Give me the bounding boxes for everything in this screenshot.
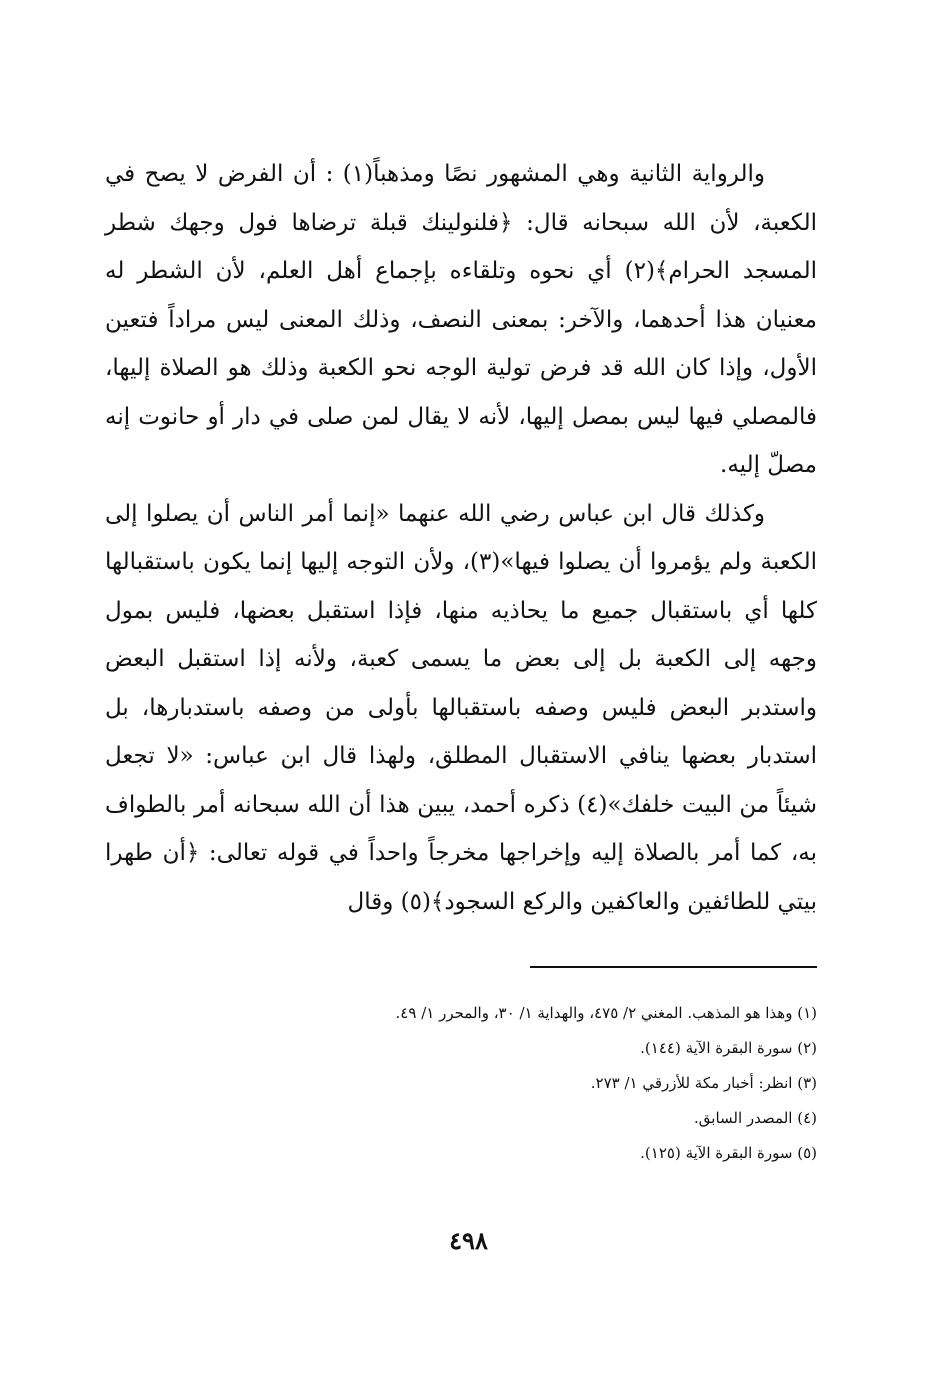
paragraph-2: وكذلك قال ابن عباس رضي الله عنهما «إنما أمر الناس أن يصلوا إلى الكعبة ولم يؤمروا أن يصلوا فيها»(٣)، ولأن التوجه إليها إنما يكون باستقبالها كلها أي باستقبال جميع ما يحاذيه منها، فإذا استقبل بعضها، فليس بمول وجهه إلى الكعبة بل إلى بعض ما يسمى كعبة، ولأنه إذا استقبل البعض واستدبر البعض فليس وصفه باستقبالها بأولى من وصفه باستدبارها، بل استدبار بعضها ينافي الاستقبال المطلق، ولهذا قال ابن عباس: «لا تجعل شيئاً من البيت خلفك»(٤) ذكره أحمد، يبين هذا أن الله سبحانه أمر بالطواف به، كما أمر بالصلاة إليه وإخراجها مخرجاً واحداً في قوله تعالى: ﴿أن طهرا بيتي للطائفين والعاكفين والركع السجود﴾(٥) وقال: [105, 500, 818, 915]
paragraph-1: والرواية الثانية وهي المشهور نصًا ومذهباً(١) : أن الفرض لا يصح في الكعبة، لأن الله سبحانه قال: ﴿فلنولينك قبلة ترضاها فول وجهك شطر المسجد الحرام﴾(٢) أي نحوه وتلقاءه بإجماع أهل العلم، لأن الشطر له معنيان هذا أحدهما، والآخر: بمعنى النصف، وذلك المعنى ليس مراداً فتعين الأول، وإذا كان الله قد فرض تولية الوجه نحو الكعبة وذلك هو الصلاة إليها، فالمصلي فيها ليس بمصل إليها، لأنه لا يقال لمن صلى في دار أو حانوت إنه مصلّ إليه.: [105, 161, 817, 478]
footnote-3: (٣) انظر: أخبار مكة للأزرقي ١/ ٢٧٣.: [590, 1074, 817, 1092]
main-text: [105, 150, 817, 926]
footnote-1: (١) وهذا هو المذهب. المغني ٢/ ٤٧٥، والهداية ١/ ٣٠، والمحرر ١/ ٤٩.: [395, 1004, 817, 1022]
footnote-5: (٥) سورة البقرة الآية (١٢٥).: [640, 1144, 817, 1162]
page-number: ٤٩٨: [449, 1226, 488, 1255]
footnote-2: (٢) سورة البقرة الآية (١٤٤).: [640, 1039, 817, 1057]
footnotes: [105, 996, 817, 1171]
footnote-divider: [530, 966, 817, 968]
footnote-4: (٤) المصدر السابق.: [694, 1109, 817, 1127]
